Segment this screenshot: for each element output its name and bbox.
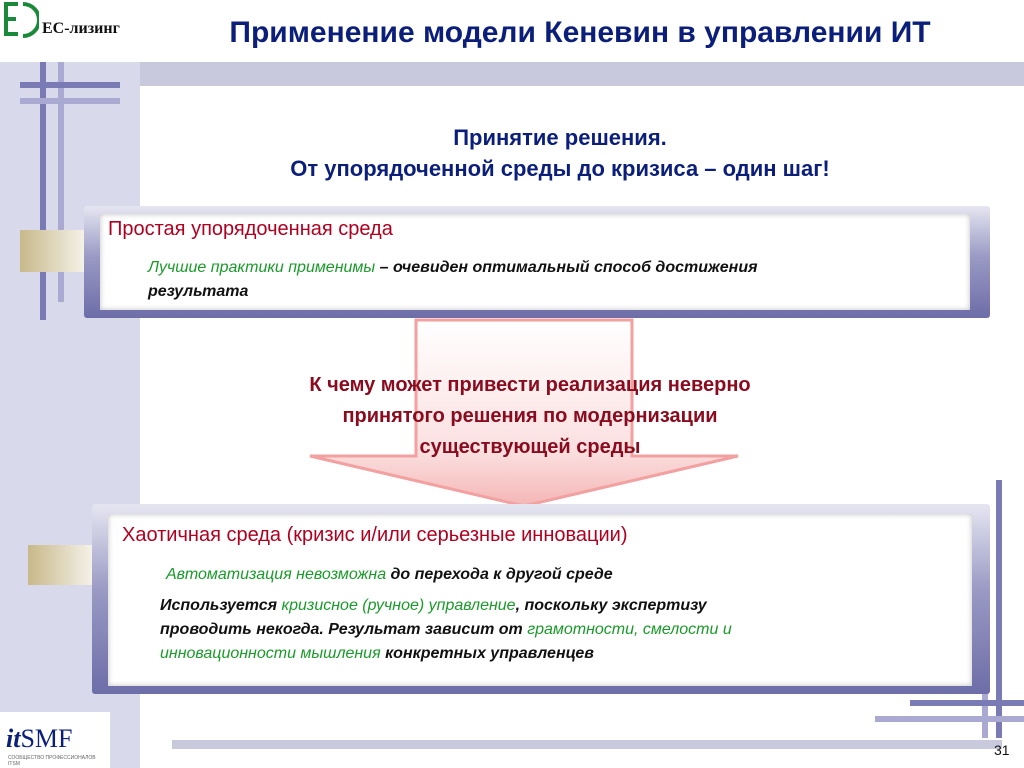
subheading-line2: От упорядоченной среды до кризиса – один шаг!	[290, 156, 830, 181]
competence-highlight: грамотности, смелости и	[527, 621, 732, 638]
innovation-highlight: инновационности мышления	[160, 645, 381, 662]
ec-logo-icon	[3, 0, 39, 40]
page-number: 31	[994, 742, 1010, 758]
logo-text: ЕС-лизинг	[42, 20, 120, 37]
chaotic-domain-title: Хаотичная среда (кризис и/или серьезные инновации)	[122, 524, 628, 546]
question-line1: К чему может привести реализация неверно	[309, 374, 751, 396]
simple-domain-text	[148, 256, 948, 304]
chaotic-domain-line1	[166, 563, 946, 587]
decor-bar	[20, 98, 120, 104]
simple-domain-text-rest1: – очевиден оптимальный способ достижения	[375, 259, 758, 276]
subheading	[150, 122, 970, 184]
chaotic-text-d: проводить некогда. Результат зависит от	[160, 621, 528, 638]
decor-bar	[875, 716, 1024, 722]
decor-bar	[910, 700, 1024, 706]
page-title: Применение модели Кеневин в управлении ИТ	[229, 16, 931, 49]
automation-impossible-highlight: Автоматизация невозможна	[166, 566, 387, 583]
question-line3: существующей среды	[419, 436, 641, 458]
crisis-management-highlight: кризисное (ручное) управление	[281, 597, 516, 614]
footer-rule	[172, 740, 1002, 749]
simple-domain-text-rest2: результата	[148, 283, 249, 300]
itsmf-logo	[6, 724, 73, 754]
chaotic-text-a: Используется	[160, 597, 282, 614]
question-line2: принятого решения по модернизации	[342, 405, 718, 427]
chaotic-domain-line1-rest: до перехода к другой среде	[386, 566, 613, 583]
simple-domain-title: Простая упорядоченная среда	[108, 218, 393, 240]
chaotic-text-c: , поскольку экспертизу	[515, 597, 707, 614]
decor-bar	[20, 82, 120, 88]
subheading-line1: Принятие решения.	[453, 125, 667, 150]
best-practices-highlight: Лучшие практики применимы	[148, 259, 376, 276]
itsmf-logo-subtitle: СООБЩЕСТВО ПРОФЕССИОНАЛОВ ITSM	[8, 755, 96, 767]
itsmf-logo-smf: SMF	[20, 724, 73, 753]
itsmf-logo-it: it	[6, 724, 21, 753]
title-rule	[140, 62, 1024, 86]
chaotic-text-g: конкретных управленцев	[380, 645, 594, 662]
chaotic-domain-paragraph	[160, 594, 940, 666]
question-text	[230, 370, 830, 463]
